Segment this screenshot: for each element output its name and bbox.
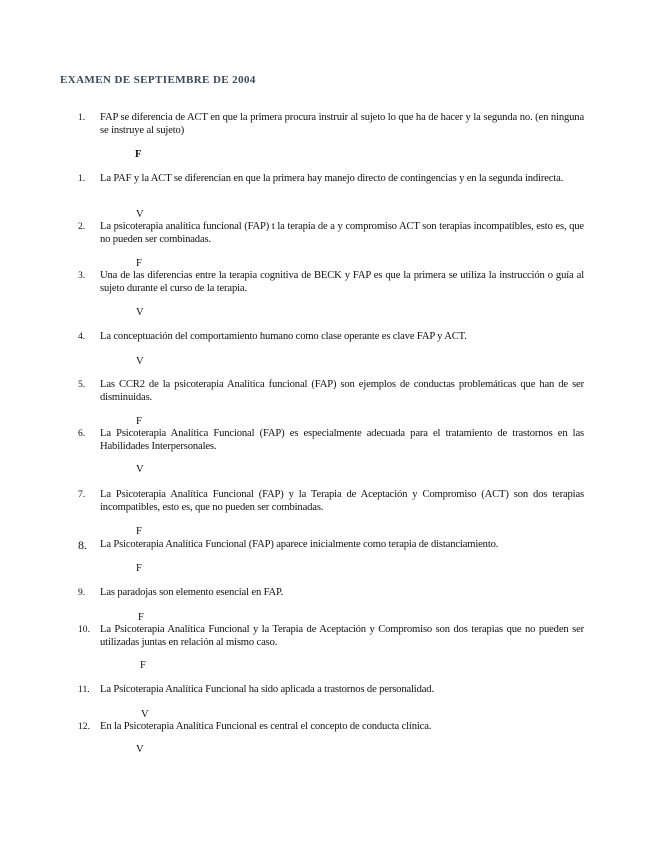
question-answer: V [136, 356, 144, 367]
question-answer: F [136, 526, 142, 537]
question-answer: F [135, 149, 142, 160]
question-number: 11. [78, 684, 90, 695]
question-answer: V [141, 709, 149, 720]
question-answer: F [136, 563, 142, 574]
question-number: 5. [78, 379, 86, 390]
question-answer: V [136, 307, 144, 318]
question-text: En la Psicoterapia Analítica Funcional es central el concepto de conducta clínica. [100, 721, 432, 732]
question-number: 7. [78, 489, 86, 500]
question-number: 9. [78, 587, 86, 598]
question-number: 1. [78, 112, 86, 123]
question-text: La Psicoterapia Analítica Funcional y la Terapia de Aceptación y Compromiso son dos terapias que no pueden ser utilizadas juntas en relación al mismo caso. [100, 624, 584, 648]
question-number: 2. [78, 221, 86, 232]
question-text: La Psicoterapia Analítica Funcional ha sido aplicada a trastornos de personalidad. [100, 684, 434, 695]
question-text: La PAF y la ACT se diferencian en que la primera hay manejo directo de contingencias y en la segunda indirecta. [100, 173, 564, 184]
question-number: 10. [78, 624, 90, 635]
question-number: 12. [78, 721, 90, 732]
question-text: La conceptuación del comportamiento humano como clase operante es clave FAP y ACT. [100, 331, 467, 342]
question-answer: F [140, 660, 146, 671]
question-answer: V [136, 209, 144, 220]
question-text: Las CCR2 de la psicoterapia Analítica funcional (FAP) son ejemplos de conductas problemáticas que han de ser disminuidas. [100, 379, 584, 403]
question-number: 1. [78, 173, 86, 184]
question-number: 6. [78, 428, 86, 439]
question-text: Las paradojas son elemento esencial en FAP. [100, 587, 284, 598]
question-number: 8. [78, 538, 87, 552]
question-answer: F [136, 416, 142, 427]
page-title: EXAMEN DE SEPTIEMBRE DE 2004 [60, 74, 256, 86]
question-answer: F [136, 258, 142, 269]
question-text: FAP se diferencia de ACT en que la primera procura instruir al sujeto lo que ha de hacer y la segunda no. (en ninguna se instruye al sujeto) [100, 112, 584, 136]
question-text: La Psicoterapia Analítica Funcional (FAP) es especialmente adecuada para el tratamiento de trastornos en las Habilidades Interpersonales. [100, 428, 584, 452]
question-answer: V [136, 464, 144, 475]
question-text: La Psicoterapia Analítica Funcional (FAP) aparece inicialmente como terapia de distanciamiento. [100, 539, 499, 550]
question-text: La psicoterapia analítica funcional (FAP) t la terapia de a y compromiso ACT son terapias incompatibles, esto es, que no pueden ser combinadas. [100, 221, 584, 245]
question-text: La Psicoterapia Analítica Funcional (FAP) y la Terapia de Aceptación y Compromiso (ACT) son dos terapias incompatibles, esto es, que no pueden ser combinadas. [100, 489, 584, 513]
question-number: 4. [78, 331, 86, 342]
question-answer: V [136, 744, 144, 755]
question-answer: F [138, 612, 144, 623]
question-number: 3. [78, 270, 86, 281]
question-text: Una de las diferencias entre la terapia cognitiva de BECK y FAP es que la primera se utiliza la instrucción o guía al sujeto durante el curso de la terapia. [100, 270, 584, 294]
